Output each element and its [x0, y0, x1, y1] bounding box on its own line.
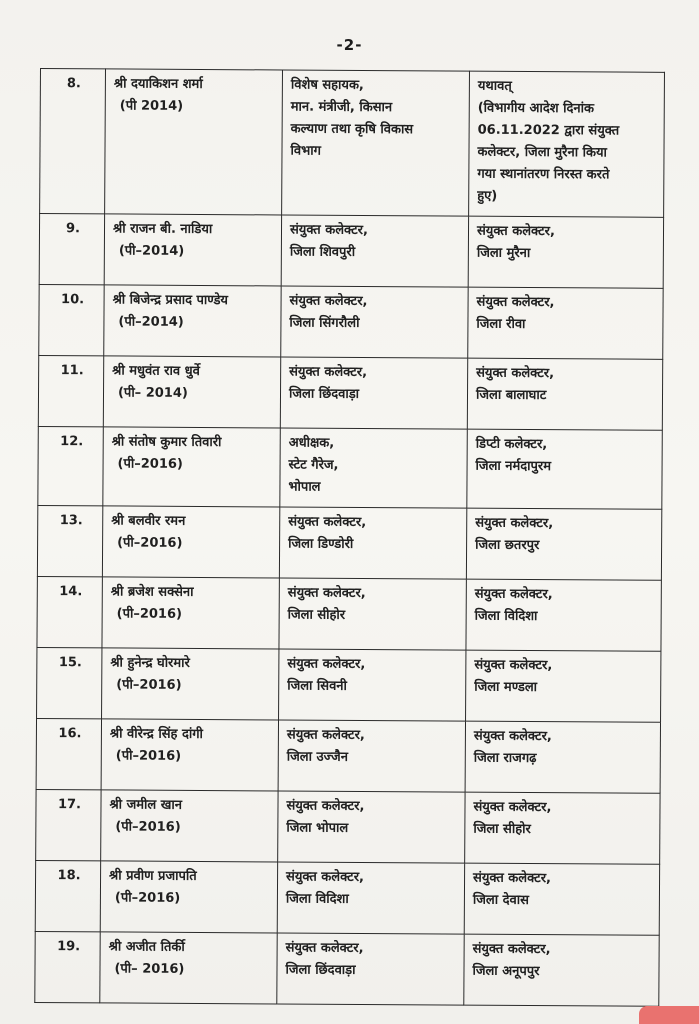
- current-posting-cell: [280, 357, 467, 429]
- current-posting-line: संयुक्त कलेक्टर,: [289, 293, 368, 310]
- officer-name: श्री बलवीर रमन: [111, 513, 186, 529]
- new-posting-line: संयुक्त कलेक्टर,: [476, 223, 555, 240]
- new-posting-cell: [467, 429, 662, 509]
- new-posting-cell: [465, 721, 660, 793]
- current-posting-line: जिला छिंदवाड़ा: [285, 962, 356, 978]
- table-row: [40, 69, 665, 218]
- new-posting-line: जिला अनूपपुर: [472, 963, 540, 980]
- officer-batch: (पी 2014): [119, 98, 184, 114]
- current-posting-line: विशेष सहायक,: [290, 77, 364, 93]
- new-posting-cell: [464, 934, 659, 1006]
- serial-number: 10.: [39, 284, 104, 355]
- officer-name: श्री मधुवंत राव धुर्वे: [112, 363, 200, 379]
- new-posting-line: संयुक्त कलेक्टर,: [472, 941, 551, 958]
- table-row: [38, 426, 662, 509]
- current-posting-line: जिला डिण्डोरी: [288, 536, 354, 552]
- table-row: [35, 860, 659, 935]
- serial-number: 14.: [37, 576, 102, 647]
- officer-cell: [100, 861, 277, 933]
- new-posting-line: जिला राजगढ़: [473, 750, 537, 767]
- officer-cell: [100, 932, 277, 1004]
- current-posting-line: जिला सिवनी: [287, 678, 347, 694]
- current-posting-cell: [277, 933, 464, 1005]
- current-posting-cell: [278, 720, 465, 792]
- current-posting-line: जिला शिवपुरी: [289, 244, 356, 260]
- serial-number: 13.: [37, 505, 102, 576]
- current-posting-line: विभाग: [290, 143, 321, 159]
- officer-batch: (पी–2016): [117, 535, 183, 551]
- table-row: [39, 214, 663, 289]
- officer-batch: (पी– 2014): [117, 385, 188, 401]
- current-posting-line: जिला विदिशा: [285, 891, 349, 907]
- transfer-order-rows: [35, 69, 665, 1007]
- new-posting-cell: [467, 358, 662, 430]
- serial-number: 11.: [38, 355, 103, 426]
- current-posting-line: जिला उज्जैन: [286, 749, 348, 765]
- officer-cell: [103, 427, 280, 507]
- current-posting-cell: [278, 791, 465, 863]
- new-posting-line: जिला विदिशा: [474, 608, 538, 625]
- new-posting-line: कलेक्टर, जिला मुरैना किया: [477, 144, 607, 161]
- officer-batch: (पी–2016): [115, 748, 182, 764]
- officer-cell: [101, 719, 278, 791]
- table-row: [37, 647, 661, 722]
- officer-name: श्री जमील खान: [109, 797, 182, 813]
- new-posting-line: जिला सीहोर: [473, 821, 531, 838]
- officer-name: श्री ब्रजेश सक्सेना: [110, 584, 194, 600]
- new-posting-cell: [466, 508, 661, 580]
- new-posting-line: जिला बालाघाट: [475, 387, 547, 404]
- new-posting-line: 06.11.2022 द्वारा संयुक्त: [477, 122, 620, 139]
- new-posting-line: जिला छतरपुर: [475, 537, 540, 554]
- officer-batch: (पी–2014): [118, 243, 185, 259]
- current-posting-cell: [281, 215, 468, 287]
- new-posting-line: जिला मण्डला: [474, 679, 538, 696]
- current-posting-line: जिला भोपाल: [286, 820, 349, 836]
- current-posting-line: जिला छिंदवाड़ा: [288, 386, 360, 402]
- officer-cell: [104, 285, 281, 357]
- new-posting-line: संयुक्त कलेक्टर,: [473, 799, 552, 816]
- officer-name: श्री राजन बी. नाडिया: [112, 221, 213, 238]
- table-row: [37, 505, 661, 580]
- current-posting-line: जिला सिंगरौली: [289, 315, 360, 331]
- officer-name: श्री संतोष कुमार तिवारी: [111, 434, 222, 451]
- officer-cell: [103, 356, 280, 428]
- officer-cell: [105, 69, 283, 215]
- new-posting-line: डिप्टी कलेक्टर,: [475, 436, 548, 453]
- new-posting-line: संयुक्त कलेक्टर,: [476, 294, 555, 311]
- current-posting-line: संयुक्त कलेक्टर,: [286, 727, 365, 743]
- serial-number: 15.: [37, 647, 102, 718]
- table-row: [37, 576, 661, 651]
- new-posting-cell: [468, 287, 663, 359]
- current-posting-line: अधीक्षक,: [288, 435, 335, 451]
- table-row: [36, 718, 660, 793]
- current-posting-line: भोपाल: [288, 479, 321, 495]
- new-posting-line: हुए): [477, 188, 498, 204]
- officer-name: श्री दयाकिशन शर्मा: [113, 76, 203, 92]
- officer-name: श्री अजीत तिर्की: [108, 939, 185, 955]
- new-posting-line: जिला रीवा: [476, 316, 526, 332]
- officer-batch: (पी–2016): [115, 819, 181, 835]
- current-posting-cell: [279, 649, 466, 721]
- new-posting-line: संयुक्त कलेक्टर,: [474, 657, 553, 674]
- officer-cell: [101, 790, 278, 862]
- new-posting-line: जिला नर्मदापुरम: [475, 458, 552, 475]
- new-posting-line: जिला देवास: [472, 892, 529, 909]
- new-posting-line: संयुक्त कलेक्टर,: [473, 870, 552, 887]
- serial-number: 8.: [40, 69, 106, 214]
- current-posting-line: संयुक्त कलेक्टर,: [289, 222, 368, 239]
- new-posting-line: जिला मुरैना: [476, 245, 531, 261]
- page-number: -2-: [336, 36, 363, 54]
- current-posting-cell: [279, 507, 466, 579]
- current-posting-line: संयुक्त कलेक्टर,: [285, 940, 364, 956]
- new-posting-cell: [466, 650, 661, 722]
- table-row: [38, 355, 662, 430]
- current-posting-cell: [277, 862, 464, 934]
- current-posting-line: संयुक्त कलेक्टर,: [287, 656, 366, 672]
- current-posting-line: स्टेट गैरेज,: [288, 457, 339, 473]
- transfer-order-table: [34, 68, 665, 1007]
- officer-name: श्री बिजेन्द्र प्रसाद पाण्डेय: [112, 292, 229, 309]
- table-row: [39, 284, 663, 359]
- new-posting-cell: [466, 579, 661, 651]
- current-posting-cell: [280, 428, 467, 508]
- officer-cell: [102, 577, 279, 649]
- new-posting-line: संयुक्त कलेक्टर,: [475, 515, 554, 532]
- officer-cell: [104, 214, 281, 286]
- new-posting-line: संयुक्त कलेक्टर,: [473, 728, 552, 745]
- new-posting-line: (विभागीय आदेश दिनांक: [477, 100, 594, 117]
- officer-cell: [102, 648, 279, 720]
- new-posting-cell: [465, 792, 660, 864]
- current-posting-line: मान. मंत्रीजी, किसान: [290, 99, 393, 116]
- current-posting-cell: [279, 578, 466, 650]
- new-posting-line: संयुक्त कलेक्टर,: [474, 586, 553, 603]
- current-posting-line: संयुक्त कलेक्टर,: [289, 364, 368, 381]
- new-posting-line: यथावत्: [477, 78, 512, 94]
- officer-name: श्री प्रवीण प्रजापति: [109, 868, 197, 884]
- new-posting-cell: [469, 71, 665, 217]
- serial-number: 19.: [35, 931, 100, 1002]
- serial-number: 12.: [38, 426, 103, 505]
- new-posting-line: गया स्थानांतरण निरस्त करते: [477, 166, 610, 183]
- serial-number: 9.: [39, 214, 104, 285]
- current-posting-line: कल्याण तथा कृषि विकास: [290, 121, 414, 138]
- serial-number: 17.: [36, 789, 101, 860]
- current-posting-line: जिला सीहोर: [287, 607, 346, 623]
- officer-batch: (पी– 2016): [114, 961, 185, 977]
- officer-cell: [102, 506, 279, 578]
- current-posting-line: संयुक्त कलेक्टर,: [287, 585, 366, 601]
- serial-number: 16.: [36, 718, 101, 789]
- serial-number: 18.: [35, 860, 100, 931]
- officer-batch: (पी–2016): [116, 677, 182, 693]
- officer-name: श्री वीरेन्द्र सिंह दांगी: [109, 726, 203, 743]
- table-row: [35, 931, 659, 1006]
- current-posting-line: संयुक्त कलेक्टर,: [286, 798, 365, 814]
- new-posting-cell: [464, 863, 659, 935]
- current-posting-cell: [282, 70, 470, 216]
- officer-batch: (पी–2016): [114, 890, 181, 906]
- new-posting-line: संयुक्त कलेक्टर,: [476, 365, 555, 382]
- officer-batch: (पी–2016): [116, 606, 183, 622]
- current-posting-line: संयुक्त कलेक्टर,: [288, 514, 367, 531]
- table-row: [36, 789, 660, 864]
- officer-batch: (पी–2016): [117, 456, 183, 472]
- officer-name: श्री हुनेन्द्र घोरमारे: [110, 655, 190, 671]
- current-posting-line: संयुक्त कलेक्टर,: [286, 869, 365, 885]
- corner-badge: [639, 1006, 699, 1024]
- current-posting-cell: [281, 286, 468, 358]
- new-posting-cell: [468, 216, 663, 288]
- officer-batch: (पी–2014): [118, 314, 184, 330]
